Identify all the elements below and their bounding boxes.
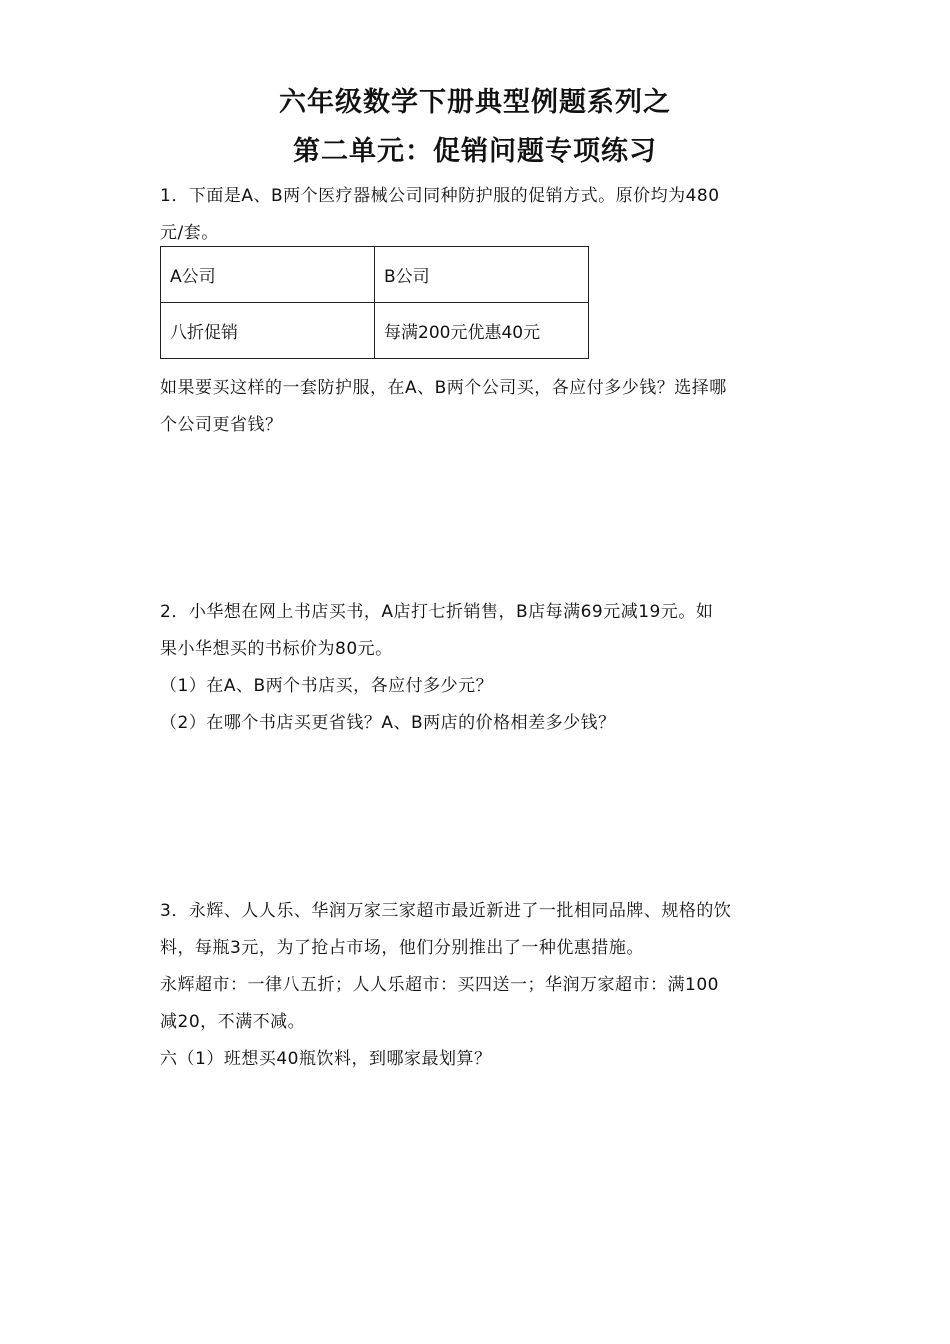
q1-text-line-1: 1．下面是A、B两个医疗器械公司同种防护服的促销方式。原价均为480 — [160, 186, 720, 206]
q2-sub-question-2: （2）在哪个书店买更省钱？A、B两店的价格相差多少钱？ — [160, 713, 616, 733]
q1-text-line-3: 如果要买这样的一套防护服，在A、B两个公司买，各应付多少钱？选择哪 — [160, 378, 727, 398]
q3-text-line-4: 减20，不满不减。 — [160, 1012, 306, 1032]
q3-text-line-5: 六（1）班想买40瓶饮料，到哪家最划算？ — [160, 1049, 492, 1069]
q1-text-line-2: 元/套。 — [160, 223, 219, 243]
q2-sub-question-1: （1）在A、B两个书店买，各应付多少元？ — [160, 676, 494, 696]
q2-text-line-2: 果小华想买的书标价为80元。 — [160, 639, 393, 659]
q2-text-line-1: 2．小华想在网上书店买书，A店打七折销售，B店每满69元减19元。如 — [160, 602, 714, 622]
table-row — [161, 247, 589, 303]
q1-text-line-4: 个公司更省钱？ — [160, 415, 283, 435]
q3-text-line-1: 3．永辉、人人乐、华润万家三家超市最近新进了一批相同品牌、规格的饮 — [160, 901, 732, 921]
table-header-a: A公司 — [161, 247, 375, 303]
q3-text-line-2: 料，每瓶3元，为了抢占市场，他们分别推出了一种优惠措施。 — [160, 938, 644, 958]
table-row — [161, 303, 589, 359]
title-line-2: 第二单元：促销问题专项练习 — [293, 136, 657, 167]
table-header-b: B公司 — [375, 247, 589, 303]
promotion-table — [160, 246, 589, 359]
q3-text-line-3: 永辉超市：一律八五折；人人乐超市：买四送一；华润万家超市：满100 — [160, 975, 719, 995]
title-line-1: 六年级数学下册典型例题系列之 — [279, 87, 671, 118]
table-cell-a: 八折促销 — [161, 303, 375, 359]
table-cell-b: 每满200元优惠40元 — [375, 303, 589, 359]
